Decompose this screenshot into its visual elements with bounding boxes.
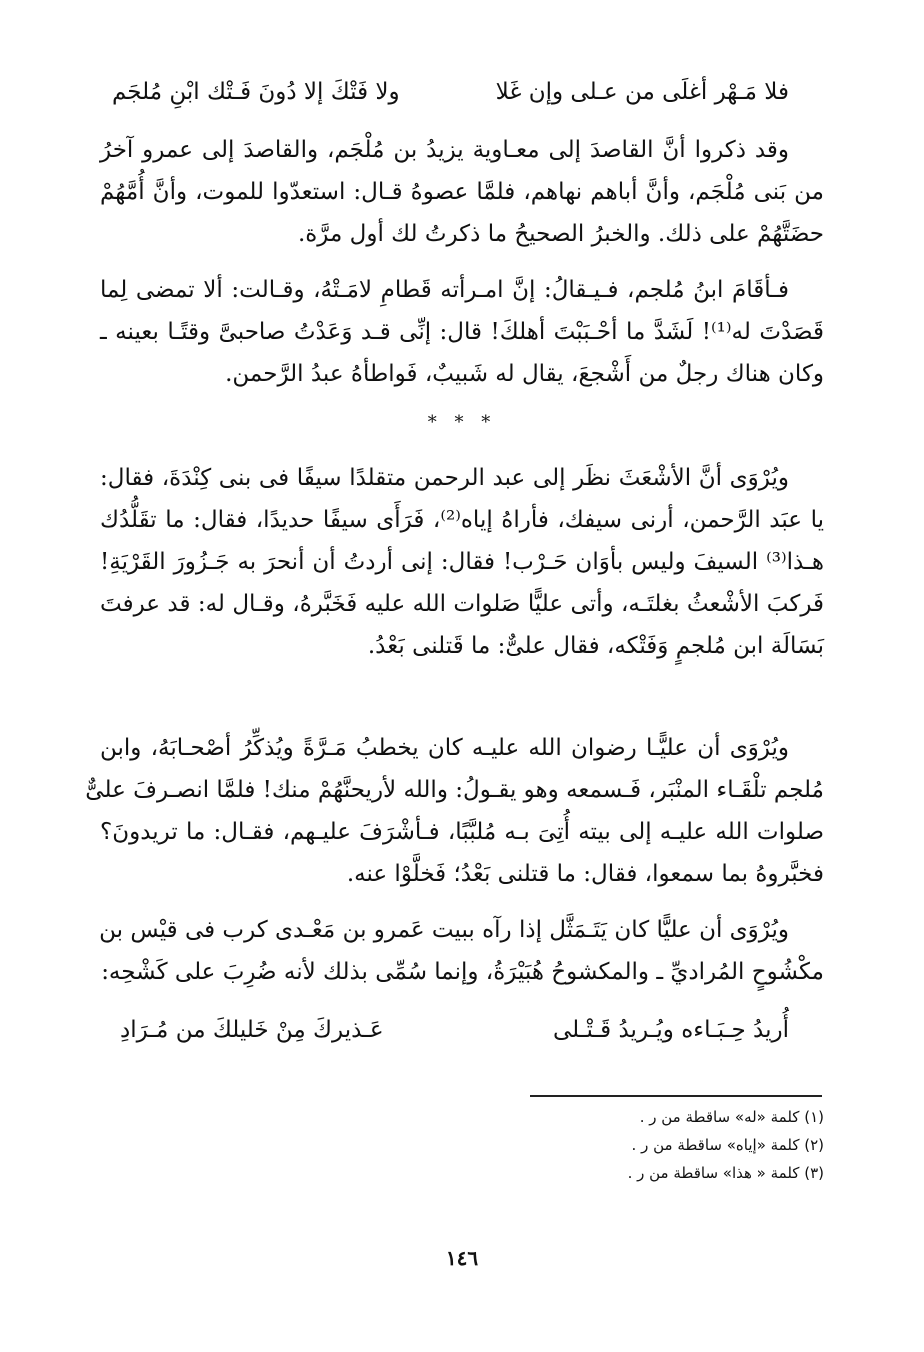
section-separator: * * * <box>427 412 497 433</box>
paragraph-3-line: بَسَالَة ابن مُلجمٍ وَفَتْكه، فقال علىٌّ: ما قَتلنى بَعْدُ. <box>367 633 824 659</box>
paragraph-4-line: فخبَّروهُ بما سمعوا، فقال: ما قتلنى بَعْدُ؛ فَخلَّوْا عنه. <box>346 861 824 887</box>
paragraph-2-line: وكان هناك رجلٌ من أَشْجعَ، يقال له شَبيبٌ، فَواطأهُ عبدُ الرَّحمن. <box>225 361 824 387</box>
verse-2-first-hemistich: أُريدُ حِـبَـاءه ويُـريدُ قَـتْـلى <box>552 1017 789 1043</box>
paragraph-5-line: ويُرْوَى أن عليًّا كان يَتَـمَثَّل إذا رآه ببيت عَمرو بن مَعْـدى كرب فى قيْس بن <box>99 917 789 943</box>
footnote-1: (١) كلمة «له» ساقطة من ر . <box>639 1108 824 1126</box>
paragraph-3-line: هـذا⁽³⁾ السيفَ وليس بأوَان حَـرْب! فقال: إنى أردتُ أن أنحرَ به جَـزُورَ القَرْيَةِ! <box>100 549 824 575</box>
paragraph-1-line: وقد ذكروا أنَّ القاصدَ إلى معـاوية يزيدُ بن مُلْجَم، والقاصدَ إلى عمرو آخرُ <box>100 137 789 163</box>
footnote-3: (٣) كلمة « هذا» ساقطة من ر . <box>627 1164 824 1182</box>
paragraph-2-line: قَصَدْتَ له⁽¹⁾! لَشَدَّ ما أحْـبَبْتَ أهلكَ! قال: إنِّى قـد وَعَدْتُ صاحبىَّ وقتًـا بعينه ـ <box>100 319 824 345</box>
verse-2-second-hemistich: عَـذيركَ مِنْ خَليلكَ من مُـرَادِ <box>120 1017 384 1043</box>
paragraph-5-line: مكْشُوحٍ المُراديِّ ـ والمكشوحُ هُبَيْرَةُ، وإنما سُمِّى بذلك لأنه ضُرِبَ على كَشْحِه: <box>101 959 824 985</box>
paragraph-2-line: فـأقَامَ ابنُ مُلجم، فـيـقالُ: إنَّ امـرأته قَطامِ لامَـتْهُ، وقـالت: ألا تمضى لِما <box>100 277 789 303</box>
paragraph-3-line: فَركبَ الأشْعثُ بغلتَـه، وأتى عليًّا صَلوات الله عليه فَخَبَّرهُ، وقـال له: قد عرفتَ <box>100 591 824 617</box>
paragraph-3-line: ويُرْوَى أنَّ الأشْعَثَ نظَر إلى عبد الرحمن متقلدًا سيفًا فى بنى كِنْدَةَ، فقال: <box>100 465 789 491</box>
paragraph-1-line: من بَنى مُلْجَم، وأنَّ أباهم نهاهم، فلمَّا عصوهُ قـال: استعدّوا للموت، وأنَّ أُمَّهُمْ <box>100 179 824 205</box>
paragraph-4-line: صلوات الله عليـه إلى بيته أُتِىَ بـه مُلبَّبًا، فـأشْرَفَ عليـهم، فقـال: ما تريدونَ؟ <box>100 819 824 845</box>
paragraph-1-line: حضَتَّهُمْ على ذلك. والخبرُ الصحيحُ ما ذكرتُ لك أول مرَّة. <box>297 221 824 247</box>
paragraph-4-line: مُلجم تلْقَـاء المنْبَر، فَـسمعه وهو يقـولُ: والله لأريحنَّهُمْ منك! فلمَّا انصـرفَ علىٌّ <box>85 777 824 803</box>
verse-1-second-hemistich: ولا فَتْكَ إلا دُونَ فَـتْك ابْنِ مُلجَم <box>112 79 400 105</box>
page-number: ١٤٦ <box>445 1246 479 1270</box>
verse-1-first-hemistich: فلا مَـهْر أغلَى من عـلى وإن غَلا <box>495 79 789 105</box>
paragraph-4-line: ويُرْوَى أن عليًّـا رضوان الله عليـه كان يخطبُ مَـرَّةً ويُذكِّرُ أصْحـابَهُ، وابن <box>100 735 789 761</box>
paragraph-3-line: يا عبَد الرَّحمن، أرنى سيفك، فأراهُ إياه⁽²⁾، فَرَأَى سيفًا حديدًا، فقال: ما تقَلُّدُك <box>100 507 824 533</box>
footnote-2: (٢) كلمة «إياه» ساقطة من ر . <box>631 1136 824 1154</box>
footnote-divider <box>530 1095 822 1097</box>
